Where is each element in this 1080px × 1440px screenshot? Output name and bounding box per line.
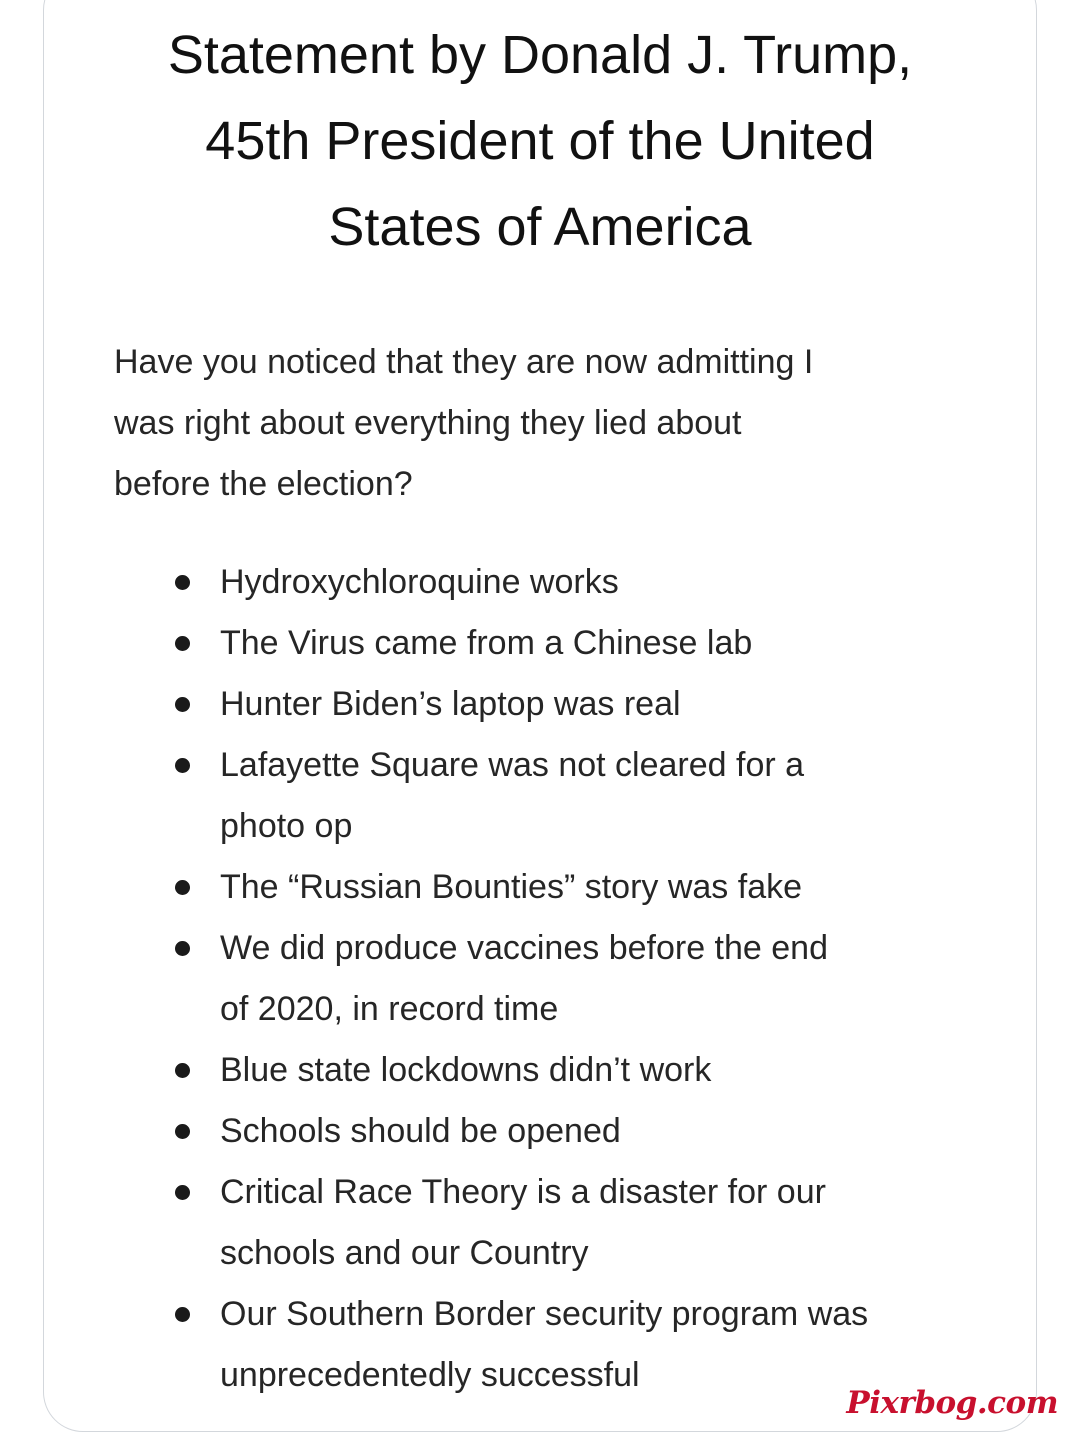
intro-line: was right about everything they lied about	[114, 404, 742, 442]
bullet-text: We did produce vaccines before the end	[220, 929, 828, 967]
bullet-text: Lafayette Square was not cleared for a	[220, 746, 805, 784]
bullet-dot-icon	[175, 1063, 190, 1078]
watermark-logo: Pixrbog.com	[846, 1385, 1058, 1421]
bullet-text: Hunter Biden’s laptop was real	[220, 685, 681, 723]
statement-intro	[114, 332, 974, 515]
intro-line: before the election?	[114, 465, 413, 503]
bullet-text: Hydroxychloroquine works	[220, 563, 619, 601]
bullet-dot-icon	[175, 941, 190, 956]
title-line: Statement by Donald J. Trump,	[167, 25, 913, 85]
bullet-dot-icon	[175, 1307, 190, 1322]
bullet-text: The “Russian Bounties” story was fake	[220, 868, 803, 906]
bullet-dot-icon	[175, 1185, 190, 1200]
bullet-item	[0, 735, 1080, 857]
bullet-text: Schools should be opened	[220, 1112, 621, 1150]
bullet-item	[0, 857, 1080, 918]
bullet-text: of 2020, in record time	[220, 990, 559, 1028]
bullet-item	[0, 1040, 1080, 1101]
intro-line: Have you noticed that they are now admitting I	[114, 343, 814, 381]
bullet-text: The Virus came from a Chinese lab	[220, 624, 753, 662]
bullet-text: Our Southern Border security program was	[220, 1295, 869, 1333]
bullet-dot-icon	[175, 880, 190, 895]
bullet-item	[0, 1162, 1080, 1284]
bullet-dot-icon	[175, 697, 190, 712]
bullet-text: Critical Race Theory is a disaster for our	[220, 1173, 826, 1211]
bullet-item	[0, 1101, 1080, 1162]
title-line: States of America	[328, 197, 752, 257]
statement-title	[0, 12, 1080, 270]
bullet-item	[0, 674, 1080, 735]
bullet-dot-icon	[175, 758, 190, 773]
bullet-item	[0, 918, 1080, 1040]
title-line: 45th President of the United	[205, 111, 875, 171]
bullet-dot-icon	[175, 636, 190, 651]
bullet-item	[0, 552, 1080, 613]
bullet-text: schools and our Country	[220, 1234, 589, 1272]
bullet-text: photo op	[220, 807, 353, 845]
bullet-item	[0, 613, 1080, 674]
bullet-list	[0, 552, 1080, 1406]
bullet-dot-icon	[175, 1124, 190, 1139]
bullet-dot-icon	[175, 575, 190, 590]
bullet-text: Blue state lockdowns didn’t work	[220, 1051, 712, 1089]
bullet-text: unprecedentedly successful	[220, 1356, 640, 1394]
